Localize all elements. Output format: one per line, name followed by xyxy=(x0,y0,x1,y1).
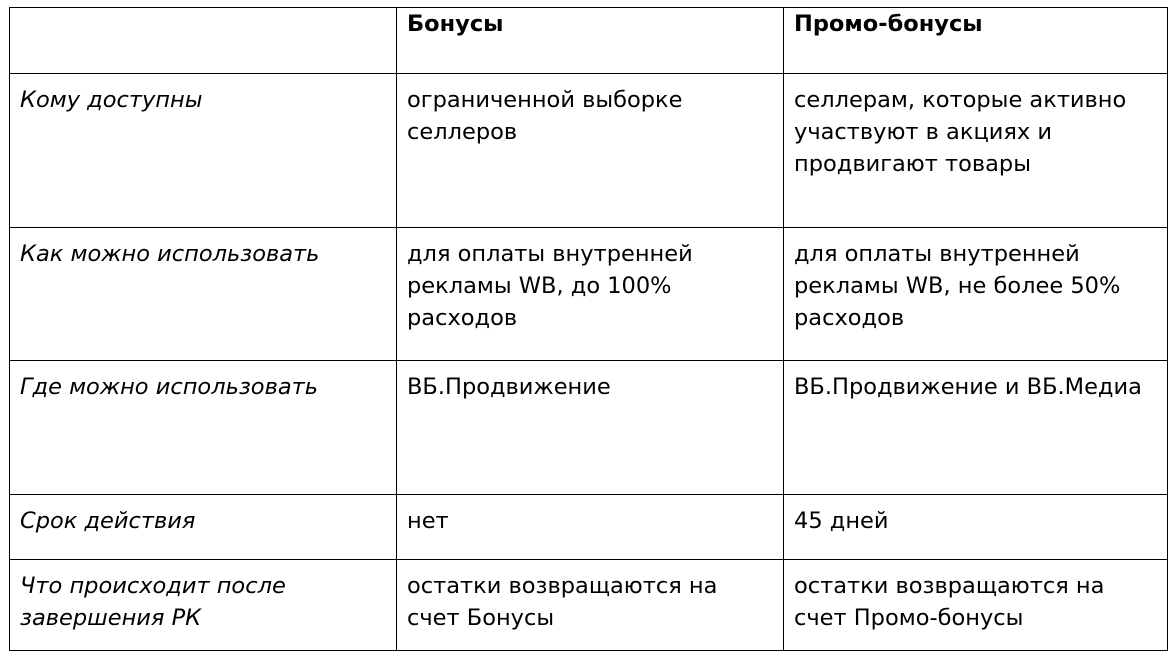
row-label-who: Кому доступны xyxy=(10,74,397,228)
cell-promo-how: для оплаты внутренней рекламы WB, не более 50% расходов xyxy=(784,228,1168,361)
row-label-after: Что происходит после завершения РК xyxy=(10,560,397,651)
cell-bonuses-term: нет xyxy=(397,495,784,560)
table-row xyxy=(10,361,1168,495)
table-row xyxy=(10,560,1168,651)
cell-bonuses-after: остатки возвращаются на счет Бонусы xyxy=(397,560,784,651)
table-row xyxy=(10,74,1168,228)
cell-bonuses-who: ограниченной выборке селлеров xyxy=(397,74,784,228)
table-row xyxy=(10,495,1168,560)
row-label-term: Срок действия xyxy=(10,495,397,560)
cell-promo-who: селлерам, которые активно участвуют в акциях и продвигают товары xyxy=(784,74,1168,228)
row-label-where: Где можно использовать xyxy=(10,361,397,495)
table-header-row xyxy=(10,8,1168,74)
header-promo-bonuses: Промо-бонусы xyxy=(784,8,1168,74)
cell-bonuses-where: ВБ.Продвижение xyxy=(397,361,784,495)
cell-promo-term: 45 дней xyxy=(784,495,1168,560)
cell-promo-where xyxy=(784,361,1168,495)
row-label-how: Как можно использовать xyxy=(10,228,397,361)
table-row xyxy=(10,228,1168,361)
cell-promo-where-text: ВБ.Продвижение и ВБ.Медиа xyxy=(794,374,1142,400)
header-empty-cell xyxy=(10,8,397,74)
comparison-table xyxy=(9,7,1168,651)
cell-promo-after: остатки возвращаются на счет Промо-бонусы xyxy=(784,560,1168,651)
header-bonuses: Бонусы xyxy=(397,8,784,74)
cell-bonuses-how: для оплаты внутренней рекламы WB, до 100% расходов xyxy=(397,228,784,361)
